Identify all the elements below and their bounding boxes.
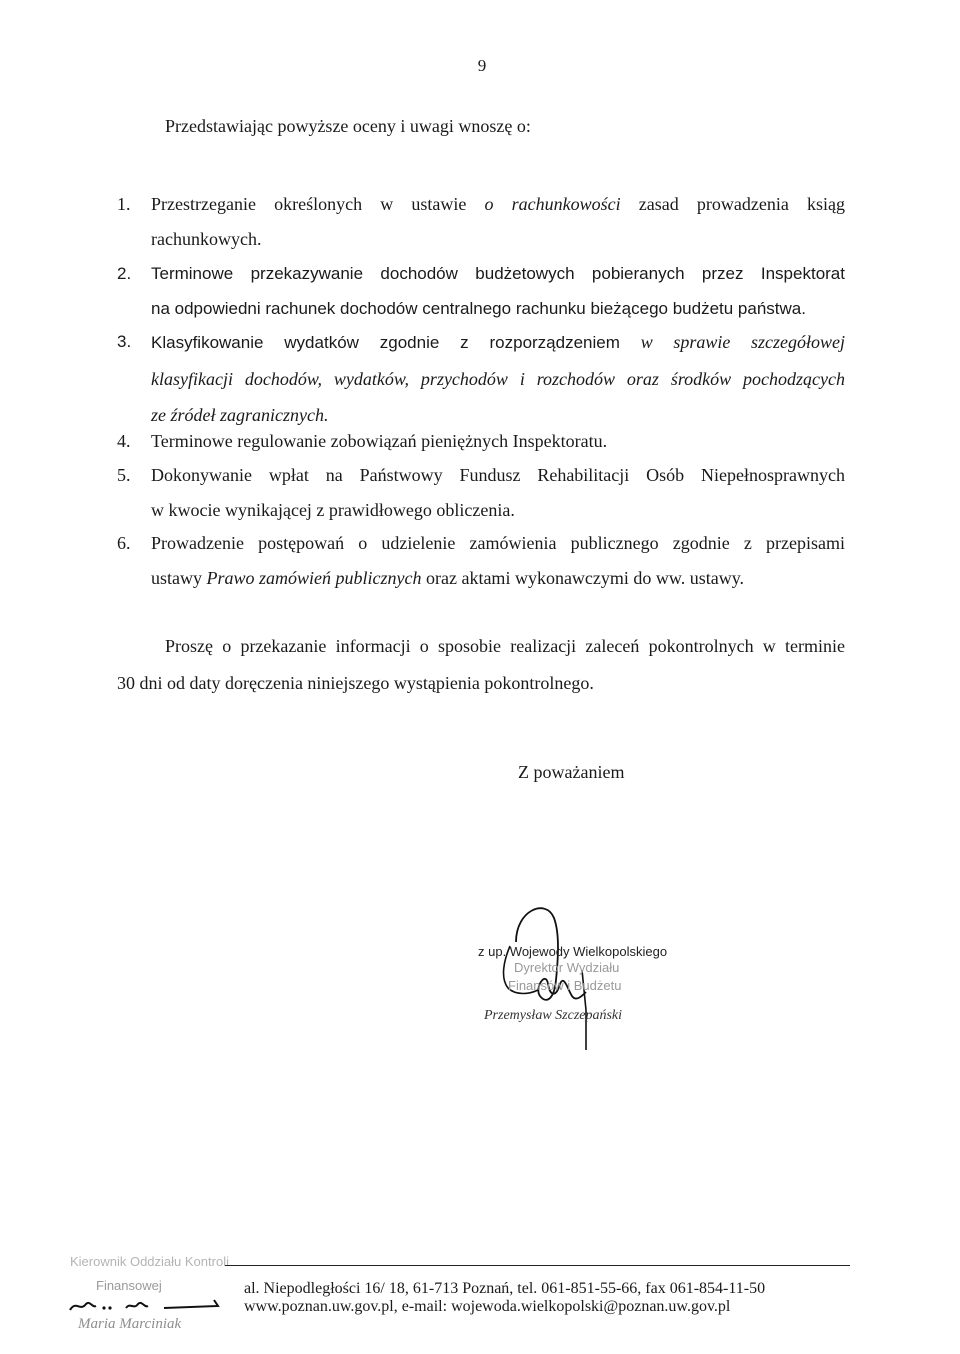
list-item xyxy=(117,458,845,528)
list-item-number: 6. xyxy=(117,533,131,553)
intro-text: Przedstawiając powyższe oceny i uwagi wnoszę o: xyxy=(165,116,531,136)
stamp-line: z up. Wojewody Wielkopolskiego xyxy=(478,944,668,959)
request-line: Proszę o przekazanie informacji o sposobie realizacji zaleceń pokontrolnych w terminie xyxy=(165,636,845,656)
stamp-signatory-name: Przemysław Szczepański xyxy=(484,1008,623,1023)
stamp-line: Dyrektor Wydziału xyxy=(514,960,620,975)
list-item-text: Terminowe przekazywanie dochodów budżetowych pobieranych przez Inspektorat xyxy=(151,264,845,283)
list-item-text: w kwocie wynikającej z prawidłowego obliczenia. xyxy=(151,500,515,520)
left-stamp-line: Kierownik Oddziału Kontroli xyxy=(70,1254,229,1269)
list-item-text: rachunkowych. xyxy=(151,229,262,249)
list-item xyxy=(117,324,845,434)
list-item-italic-text: Prawo zamówień publicznych xyxy=(206,568,422,588)
list-item xyxy=(117,187,845,257)
request-line: 30 dni od daty doręczenia niniejszego wystąpienia pokontrolnego. xyxy=(117,673,594,693)
list-item-text: oraz aktami wykonawczymi do ww. ustawy. xyxy=(421,568,745,588)
page-number: 9 xyxy=(477,56,487,75)
list-item-text: na odpowiedni rachunek dochodów centralnego rachunku bieżącego budżetu państwa. xyxy=(151,299,806,318)
list-item-number: 5. xyxy=(117,465,131,485)
list-item-text: Terminowe regulowanie zobowiązań pieniężnych Inspektoratu. xyxy=(151,431,608,451)
list-item-text: Dokonywanie wpłat na Państwowy Fundusz Rehabilitacji Osób Niepełnosprawnych xyxy=(151,465,845,485)
closing-salutation: Z poważaniem xyxy=(518,762,625,782)
request-paragraph xyxy=(117,628,845,702)
list-item-italic-text: ze źródeł zagranicznych. xyxy=(151,405,329,425)
initials-signature-image xyxy=(68,1294,228,1318)
list-item-line xyxy=(151,324,845,361)
list-item-text: Klasyfikowanie wydatków zgodnie z rozporządzeniem xyxy=(151,333,641,352)
list-item xyxy=(117,256,845,326)
list-item-text: ustawy xyxy=(151,568,207,588)
list-item xyxy=(117,526,845,596)
list-item xyxy=(117,424,845,459)
list-item-number: 1. xyxy=(117,194,131,214)
stamp-line: Finansów i Budżetu xyxy=(508,978,622,993)
left-stamp-line: Finansowej xyxy=(96,1278,162,1293)
footer-contact: www.poznan.uw.gov.pl, e-mail: wojewoda.wielkopolski@poznan.uw.gov.pl xyxy=(244,1298,731,1315)
list-item-number: 4. xyxy=(117,431,131,451)
list-item-line xyxy=(151,568,744,588)
list-item-number: 3. xyxy=(117,332,132,351)
left-stamp-name: Maria Marciniak xyxy=(78,1316,182,1332)
list-item-number: 2. xyxy=(117,264,132,283)
list-item-italic-text: w sprawie szczegółowej xyxy=(640,332,845,352)
list-item-italic-text: klasyfikacji dochodów, wydatków, przychodów i rozchodów oraz środków pochodzących xyxy=(151,369,845,389)
list-item-text: zasad prowadzenia ksiąg xyxy=(620,194,846,214)
footer-address: al. Niepodległości 16/ 18, 61-713 Poznań, tel. 061-851-55-66, fax 061-854-11-50 xyxy=(244,1280,766,1297)
footer-divider xyxy=(225,1265,850,1266)
list-item-italic-text: o rachunkowości xyxy=(484,194,621,214)
list-item-text: Przestrzeganie określonych w ustawie xyxy=(151,194,485,214)
list-item-line xyxy=(151,187,845,222)
list-item-text: Prowadzenie postępowań o udzielenie zamówienia publicznego zgodnie z przepisami xyxy=(151,533,845,553)
